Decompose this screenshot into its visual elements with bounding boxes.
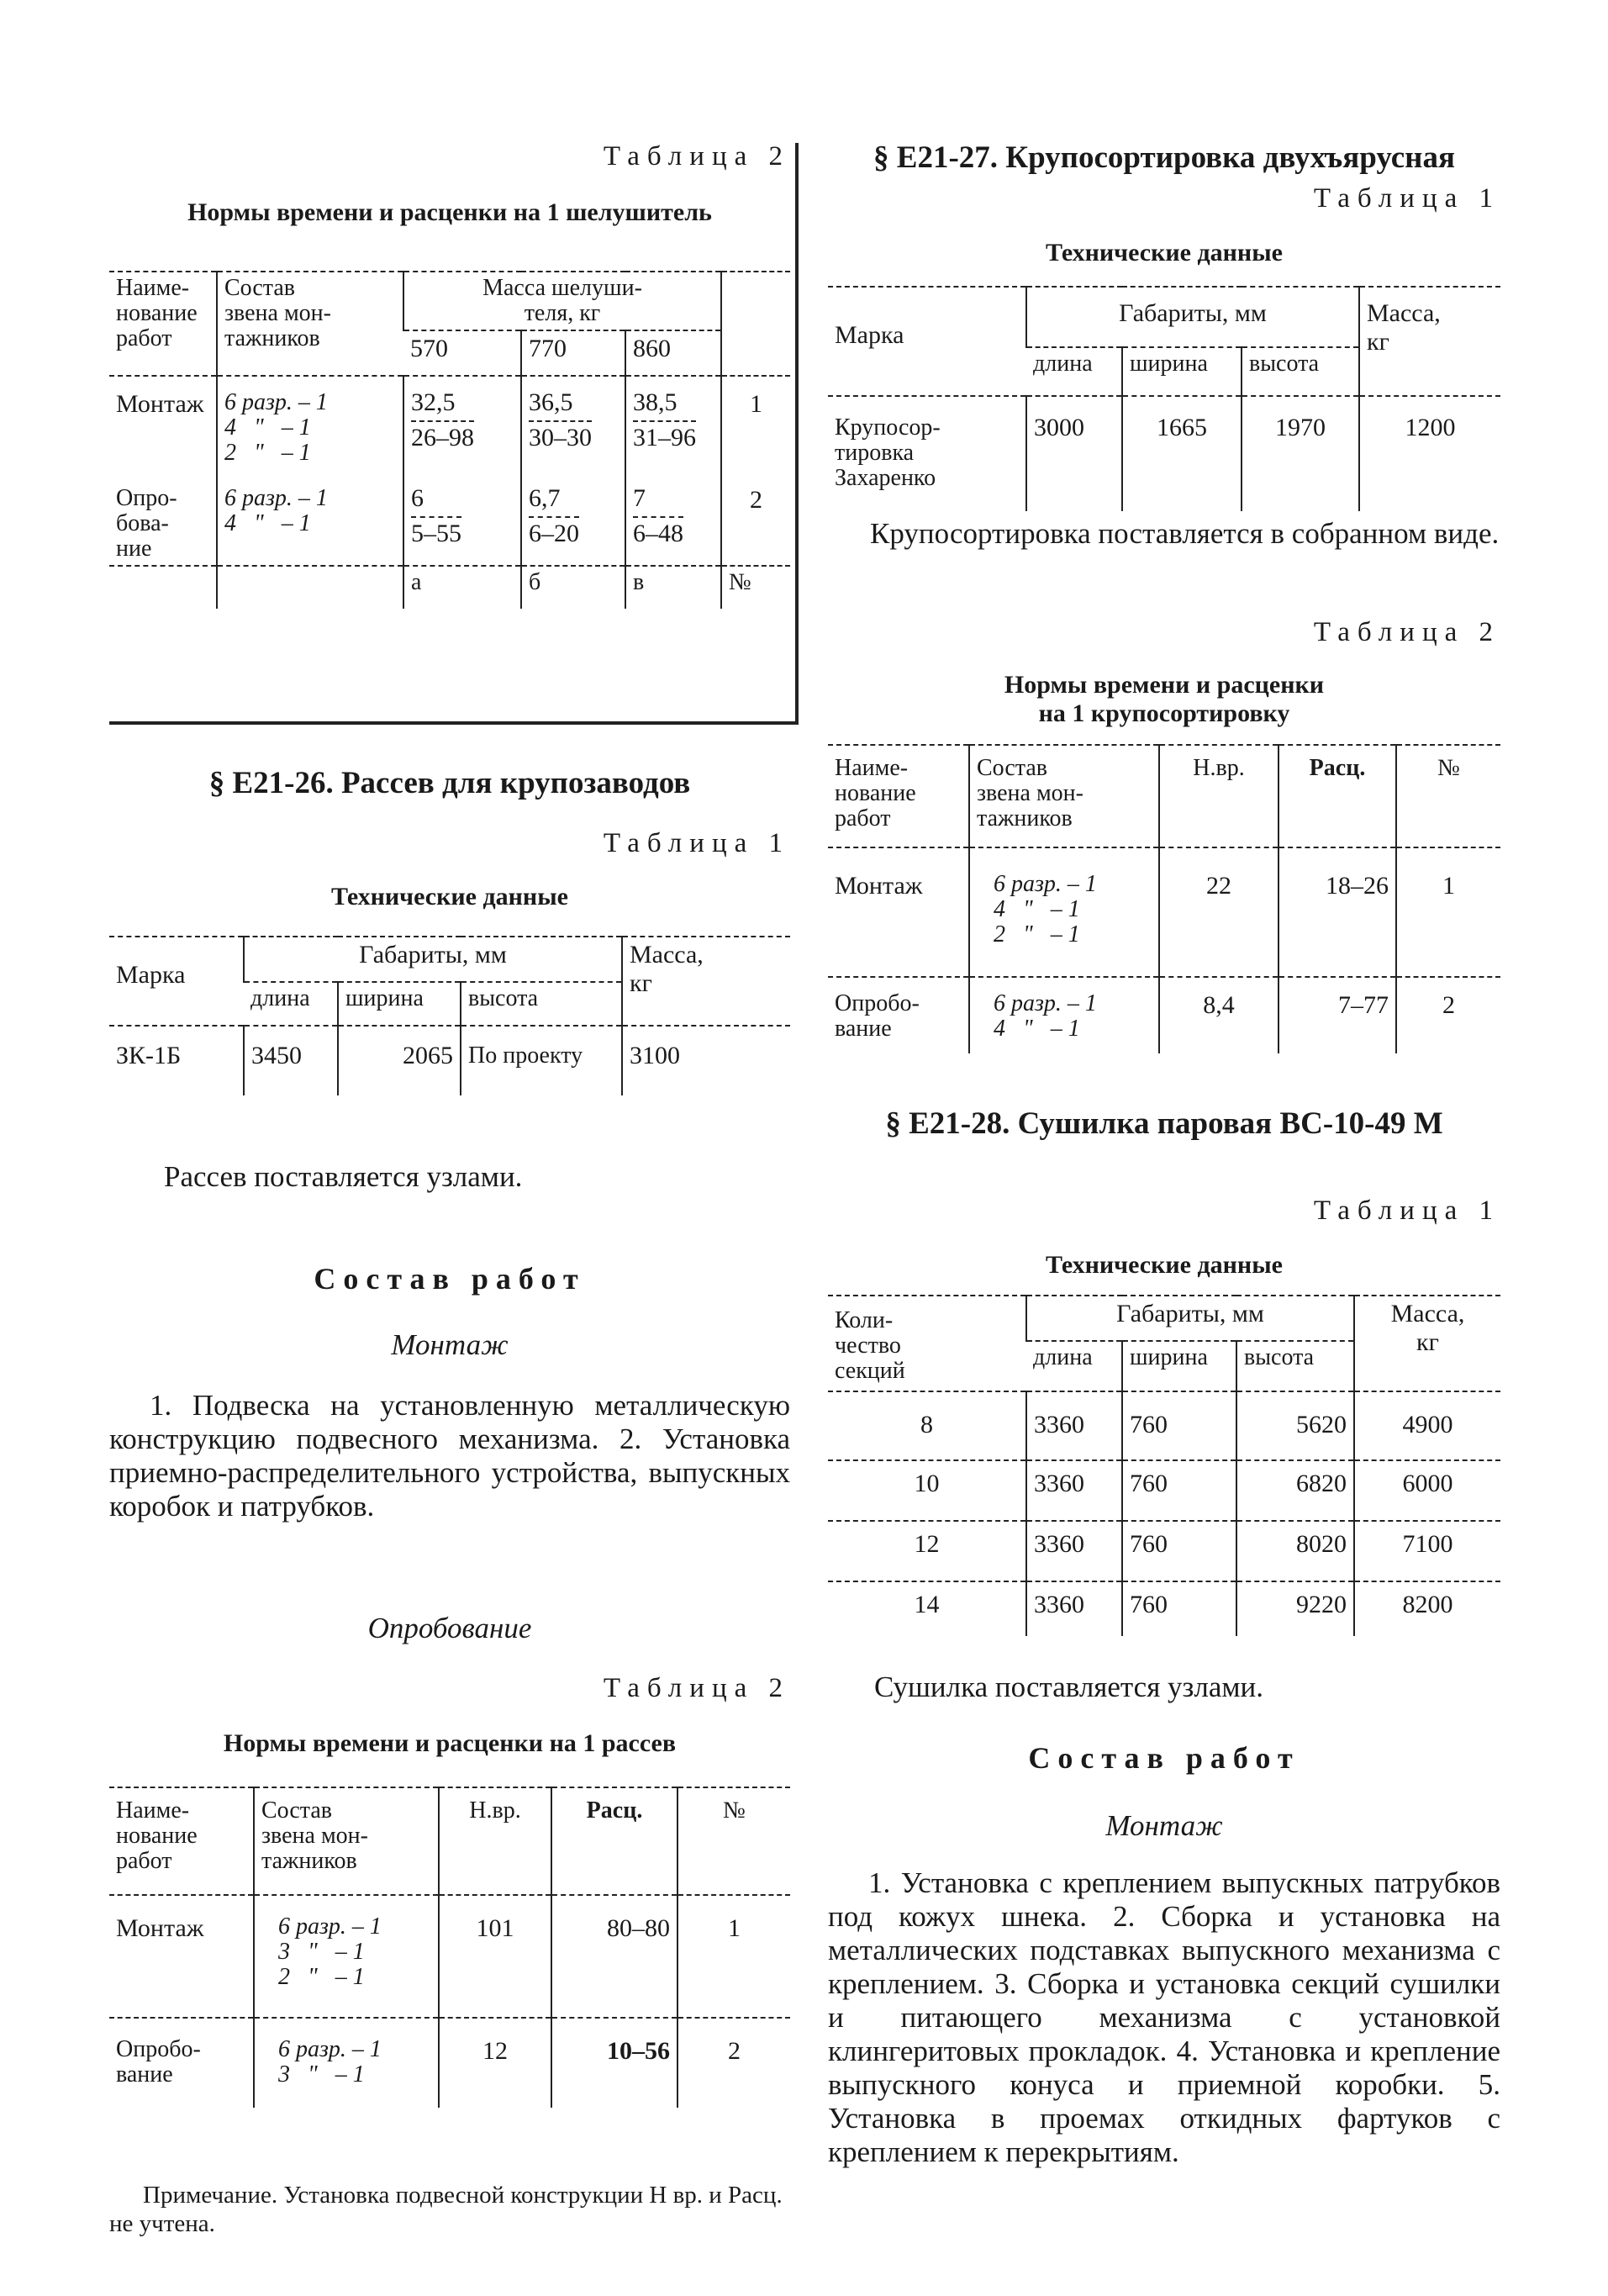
row-length: 3360 bbox=[1026, 1581, 1122, 1636]
row-mass: 4900 bbox=[1354, 1391, 1500, 1460]
row-time-norm: 22 bbox=[1159, 847, 1278, 977]
section-heading: § Е21-28. Сушилка паровая ВС-10-49 М bbox=[885, 1106, 1443, 1141]
grader-norms-table bbox=[828, 744, 1500, 1053]
row-height: 9220 bbox=[1236, 1581, 1354, 1636]
table-title: Технические данные bbox=[1046, 1251, 1283, 1279]
header-crew: Состав звена мон- тажников bbox=[217, 272, 403, 376]
section-subheading: Состав работ bbox=[314, 1262, 586, 1296]
header-work-name: Наиме- нование работ bbox=[109, 1787, 254, 1895]
row-time-norm: 12 bbox=[439, 2018, 551, 2108]
row-width: 760 bbox=[1122, 1581, 1236, 1636]
footnote: Примечание. Установка подвесной конструкции Н вр. и Расц. не учтена. bbox=[109, 2182, 783, 2237]
row-crew: 6 разр. – 1 4 " – 1 bbox=[969, 977, 1159, 1053]
header-mass: Масса, кг bbox=[1354, 1296, 1500, 1391]
row-mass: 8200 bbox=[1354, 1581, 1500, 1636]
row-length: 3000 bbox=[1026, 396, 1122, 511]
fraction-cell: $\frac{38,5}{31-96}$ bbox=[633, 388, 696, 451]
row-count: 8 bbox=[828, 1391, 1026, 1460]
row-name: Опробо- вание bbox=[828, 977, 969, 1053]
fraction-cell: $\frac{32,5}{26-98}$ bbox=[411, 388, 474, 451]
row-rate: 7–77 bbox=[1278, 977, 1396, 1053]
header-number: № bbox=[1396, 745, 1500, 847]
row-number: 2 bbox=[1396, 977, 1500, 1053]
sheller-norms-table bbox=[109, 271, 790, 609]
fraction-cell: $\frac{6}{5-55}$ bbox=[411, 484, 461, 547]
row-width: 760 bbox=[1122, 1460, 1236, 1521]
header-rate: Расц. bbox=[1278, 745, 1396, 847]
row-mass: 6000 bbox=[1354, 1460, 1500, 1521]
section-heading: § Е21-27. Крупосортировка двухъярусная bbox=[873, 140, 1455, 175]
header-mass: Масса шелуши- теля, кг bbox=[403, 272, 721, 330]
row-length: 3360 bbox=[1026, 1460, 1122, 1521]
row-mark: Крупосор- тировка Захаренко bbox=[828, 396, 1026, 511]
fraction-cell: $\frac{6,7}{6-20}$ bbox=[529, 484, 579, 547]
header-mark: Марка bbox=[828, 287, 1026, 396]
row-length: 3360 bbox=[1026, 1521, 1122, 1581]
sifter-tech-table bbox=[109, 936, 790, 1095]
header-blank bbox=[721, 272, 790, 376]
row-crew: 6 разр. – 1 4 " – 1 2 " – 1 bbox=[969, 847, 1159, 977]
row-time-norm: 8,4 bbox=[1159, 977, 1278, 1053]
header-width: ширина bbox=[338, 982, 461, 1026]
footer-a: а bbox=[403, 566, 521, 609]
row-name: Опро- бова- ние bbox=[116, 485, 177, 562]
work-description: 1. Подвеска на установленную металлическую конструкцию подвесного механизма. 2. Установка приемно-распределительного устройства, выпускных коробок и патрубков. bbox=[109, 1389, 790, 1523]
fraction-cell: $\frac{7}{6-48}$ bbox=[633, 484, 683, 547]
row-name: Опробо- вание bbox=[109, 2018, 254, 2108]
header-rate: Расц. bbox=[551, 1787, 677, 1895]
row-width: 760 bbox=[1122, 1521, 1236, 1581]
header-work-name: Наиме- нование работ bbox=[828, 745, 969, 847]
row-length: 3450 bbox=[244, 1026, 338, 1095]
section-heading: § Е21-26. Рассев для крупозаводов bbox=[208, 766, 691, 800]
row-crew: 6 разр. – 1 4 " – 1 2 " – 1 bbox=[217, 376, 403, 469]
header-height: высота bbox=[461, 982, 622, 1026]
header-section-count: Коли- чество секций bbox=[828, 1296, 1026, 1391]
header-mark: Марка bbox=[109, 937, 244, 1026]
header-mass: Масса, кг bbox=[622, 937, 790, 1026]
row-mark: ЗК-1Б bbox=[109, 1026, 244, 1095]
row-mass: 1200 bbox=[1359, 396, 1500, 511]
header-work-name: Наиме- нование работ bbox=[109, 272, 217, 376]
footer-b: б bbox=[521, 566, 625, 609]
row-mass: 7100 bbox=[1354, 1521, 1500, 1581]
header-height: высота bbox=[1242, 347, 1359, 396]
subsection-title: Опробование bbox=[367, 1612, 532, 1644]
header-width: ширина bbox=[1122, 1341, 1236, 1391]
work-description: 1. Установка с креплением выпускных патрубков под кожух шнека. 2. Сборка и установка на металлических подставках выпускного механизма с креплением. 3. Сборка и установка секций сушилки и питающего механизма с установкой клингеритовых прокладок. 4. Установка и крепление выпускного конуса и приемной коробки. 5. Установка в проемах откидных фартуков с креплением к перекрытиям. bbox=[828, 1866, 1500, 2168]
table-title: Нормы времени и расценки на 1 рассев bbox=[223, 1729, 677, 1757]
section-subheading: Состав работ bbox=[1028, 1741, 1300, 1775]
row-height: 5620 bbox=[1236, 1391, 1354, 1460]
footer-v: в bbox=[625, 566, 721, 609]
row-count: 14 bbox=[828, 1581, 1026, 1636]
header-dims: Габариты, мм bbox=[1026, 1296, 1354, 1341]
row-crew: 6 разр. – 1 4 " – 1 bbox=[217, 469, 403, 566]
row-time-norm: 101 bbox=[439, 1895, 551, 2018]
footer-num: № bbox=[721, 566, 790, 609]
header-height: высота bbox=[1236, 1341, 1354, 1391]
row-number: 1 bbox=[1396, 847, 1500, 977]
header-dims: Габариты, мм bbox=[1026, 287, 1359, 347]
row-count: 12 bbox=[828, 1521, 1026, 1581]
mass-570: 570 bbox=[410, 335, 448, 362]
table-bottom-rule bbox=[109, 721, 799, 725]
row-width: 2065 bbox=[338, 1026, 461, 1095]
header-crew: Состав звена мон- тажников bbox=[254, 1787, 439, 1895]
header-width: ширина bbox=[1122, 347, 1242, 396]
header-number: № bbox=[677, 1787, 790, 1895]
row-number: 1 bbox=[721, 376, 790, 469]
table-label: Таблица 1 bbox=[1313, 1196, 1500, 1226]
table-label: Таблица 1 bbox=[1313, 183, 1500, 214]
row-rate: 18–26 bbox=[1278, 847, 1396, 977]
table-label: Таблица 2 bbox=[603, 1673, 790, 1703]
sifter-norms-table bbox=[109, 1787, 790, 2108]
column-divider bbox=[795, 143, 799, 725]
table-label: Таблица 2 bbox=[603, 141, 790, 172]
row-width: 760 bbox=[1122, 1391, 1236, 1460]
table-title: Нормы времени и расценки на 1 шелушитель bbox=[187, 198, 712, 226]
header-length: длина bbox=[1033, 351, 1093, 377]
subsection-title: Монтаж bbox=[391, 1328, 509, 1361]
header-length: длина bbox=[1033, 1344, 1093, 1370]
row-mass: 3100 bbox=[622, 1026, 790, 1095]
row-rate: 10–56 bbox=[551, 2018, 677, 2108]
row-name: Монтаж bbox=[828, 847, 969, 977]
row-number: 2 bbox=[677, 2018, 790, 2108]
row-crew: 6 разр. – 1 3 " – 1 2 " – 1 bbox=[254, 1895, 439, 2018]
row-name: Монтаж bbox=[109, 376, 217, 469]
table-title: Технические данные bbox=[1046, 239, 1283, 267]
row-rate: 80–80 bbox=[551, 1895, 677, 2018]
header-crew: Состав звена мон- тажников bbox=[969, 745, 1159, 847]
grader-tech-table bbox=[828, 286, 1500, 511]
supply-note: Сушилка поставляется узлами. bbox=[874, 1671, 1263, 1703]
subsection-title: Монтаж bbox=[1105, 1809, 1223, 1842]
mass-770: 770 bbox=[521, 330, 625, 376]
header-time-norm: Н.вр. bbox=[439, 1787, 551, 1895]
fraction-cell: $\frac{36,5}{30-30}$ bbox=[529, 388, 592, 451]
header-time-norm: Н.вр. bbox=[1159, 745, 1278, 847]
row-number: 2 bbox=[721, 469, 790, 566]
row-name: Монтаж bbox=[109, 1895, 254, 2018]
row-crew: 6 разр. – 1 3 " – 1 bbox=[254, 2018, 439, 2108]
row-width: 1665 bbox=[1122, 396, 1242, 511]
row-height: 8020 bbox=[1236, 1521, 1354, 1581]
table-title: Нормы времени и расценки на 1 крупосортировку bbox=[1004, 671, 1325, 727]
row-height: 6820 bbox=[1236, 1460, 1354, 1521]
row-length: 3360 bbox=[1026, 1391, 1122, 1460]
header-length: длина bbox=[250, 985, 310, 1011]
table-label: Таблица 2 bbox=[1313, 617, 1500, 647]
row-number: 1 bbox=[677, 1895, 790, 2018]
header-dims: Габариты, мм bbox=[244, 937, 622, 982]
header-mass: Масса, кг bbox=[1359, 287, 1500, 396]
table-title: Технические данные bbox=[331, 883, 568, 910]
row-count: 10 bbox=[828, 1460, 1026, 1521]
table-label: Таблица 1 bbox=[603, 828, 790, 858]
supply-note: Рассев поставляется узлами. bbox=[164, 1160, 523, 1193]
row-height: По проекту bbox=[461, 1026, 622, 1095]
mass-860: 860 bbox=[625, 330, 721, 376]
dryer-tech-table bbox=[828, 1295, 1500, 1636]
row-height: 1970 bbox=[1242, 396, 1359, 511]
supply-note: Крупосортировка поставляется в собранном виде. bbox=[870, 517, 1500, 550]
